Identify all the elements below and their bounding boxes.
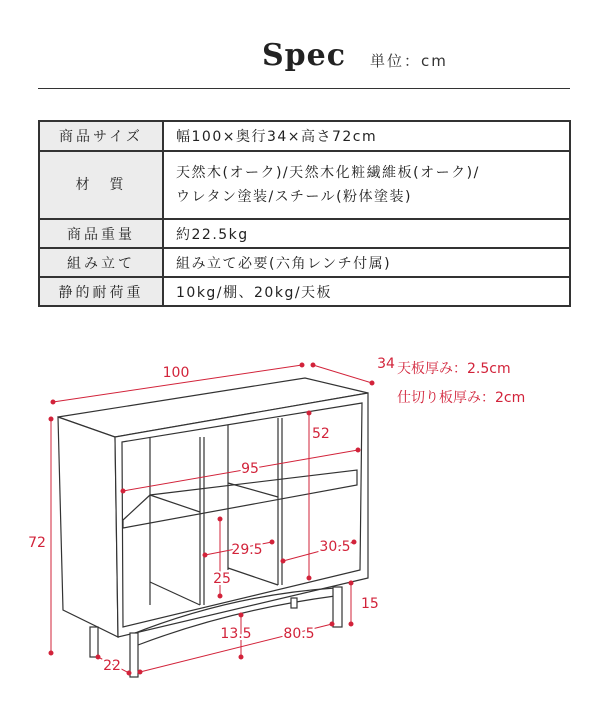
cabinet-diagram <box>0 340 607 728</box>
row-label: 商品サイズ <box>39 121 163 151</box>
leg-height-label: 15 <box>361 596 379 612</box>
row-label: 材 質 <box>39 151 163 219</box>
apron-label: 13.5 <box>220 626 252 642</box>
inner-height-label: 52 <box>312 426 330 442</box>
row-value <box>163 151 570 219</box>
row-label: 静的耐荷重 <box>39 277 163 306</box>
row-value: 組み立て必要(六角レンチ付属) <box>163 248 570 277</box>
divider <box>38 88 570 89</box>
page-title: Spec <box>262 38 346 73</box>
row-value-line: 天然木(オーク)/天然木化粧繊維板(オーク)/ <box>176 165 480 181</box>
table-row <box>39 121 570 151</box>
cabinet-drawing <box>58 378 368 677</box>
header <box>0 0 607 100</box>
inner-width-label: 95 <box>241 461 259 477</box>
depth-label: 34 <box>377 356 395 372</box>
row-value: 約22.5kg <box>163 219 570 248</box>
row-value: 10kg/棚、20kg/天板 <box>163 277 570 306</box>
leg-depth-label: 22 <box>103 658 121 674</box>
cell-height-label: 25 <box>213 571 231 587</box>
leg-span-label: 80.5 <box>283 626 315 642</box>
spec-table <box>38 120 571 307</box>
unit-label: 単位：cm <box>370 52 448 70</box>
row-value-line: ウレタン塗装/スチール(粉体塗装) <box>176 189 413 205</box>
divider-thickness-note: 仕切り板厚み：2cm <box>397 390 526 406</box>
table-row <box>39 151 570 219</box>
width-label: 100 <box>162 365 190 381</box>
table-row <box>39 277 570 306</box>
top-thickness-note: 天板厚み：2.5cm <box>397 361 511 377</box>
row-label: 商品重量 <box>39 219 163 248</box>
table-row <box>39 248 570 277</box>
table-row <box>39 219 570 248</box>
row-label: 組み立て <box>39 248 163 277</box>
cell-width-a-label: 29.5 <box>231 542 263 558</box>
row-value: 幅100×奥行34×高さ72cm <box>163 121 570 151</box>
height-label: 72 <box>28 535 46 551</box>
cell-width-b-label: 30.5 <box>319 539 351 555</box>
